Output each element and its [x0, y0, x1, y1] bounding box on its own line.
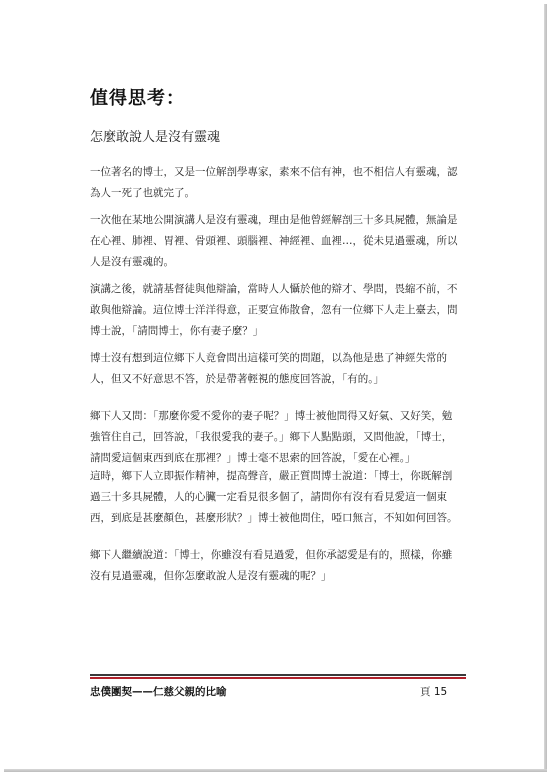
- article-subtitle: 怎麼敢說人是沒有靈魂: [90, 130, 221, 145]
- paragraph-6: 這時，鄉下人立即振作精神，提高聲音，嚴正質問博士說道：「博士，你既解剖過三十多具屍體，人的心臟一定看見很多個了，請問你有沒有看見愛這一個東西，到底是甚麼顏色，甚麼形狀？」博士被他問住，啞口無言，不知如何回答。: [90, 470, 458, 524]
- footer-title: 忠僕團契——仁慈父親的比喻: [90, 686, 227, 698]
- footer-rule-red: [90, 677, 466, 679]
- paragraph-7: 鄉下人繼續說道：「博士，你雖沒有看見過愛，但你承認愛是有的，照樣，你雖沒有見過靈魂，但你怎麼敢說人是沒有靈魂的呢？」: [90, 549, 453, 582]
- page-number: 頁 15: [420, 686, 448, 698]
- page-heading: 值得思考：: [90, 88, 185, 109]
- paragraph-1: 一位著名的博士，又是一位解剖學專家，素來不信有神，也不相信人有靈魂，認為人一死了也就完了。: [90, 166, 458, 199]
- footer-rule-dark: [90, 674, 466, 676]
- paragraph-4: 博士沒有想到這位鄉下人竟會問出這樣可笑的問題，以為他是患了神經失常的人，但又不好意思不答，於是帶著輕視的態度回答說，「有的。」: [90, 352, 447, 385]
- paragraph-2: 一次他在某地公開演講人是沒有靈魂，理由是他曾經解剖三十多具屍體，無論是在心裡、肺裡、胃裡、骨頭裡、頭腦裡、神經裡、血裡…，從未見過靈魂，所以人是沒有靈魂的。: [90, 214, 458, 268]
- paragraph-5: 鄉下人又問：「那麼你愛不愛你的妻子呢？」博士被他問得又好氣、又好笑，勉強管住自己，回答說，「我很愛我的妻子。」鄉下人點點頭，又問他說，「博士，請問愛這個東西到底在那裡？」博士毫不思索的回答說，「愛在心裡。」: [90, 410, 453, 464]
- paragraph-3: 演講之後，就請基督徒與他辯論，當時人人懾於他的辯才、學問，畏縮不前，不敢與他辯論。這位博士洋洋得意，正要宣佈散會，忽有一位鄉下人走上臺去，問博士說，「請問博士，你有妻子麼？」: [90, 283, 458, 337]
